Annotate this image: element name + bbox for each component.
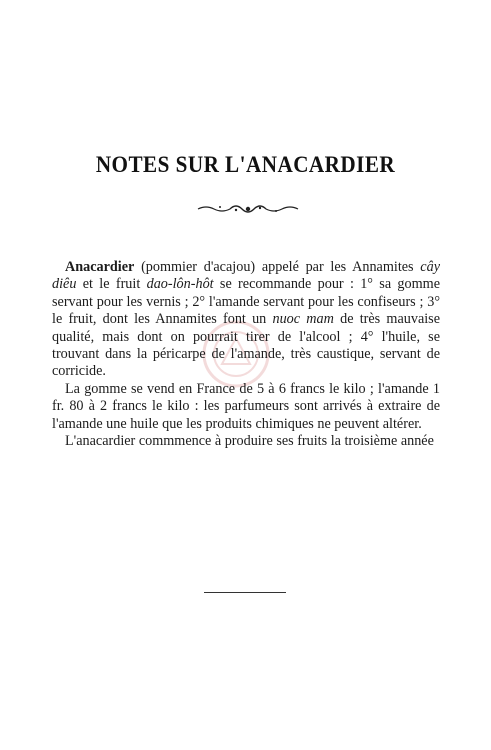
paragraph-prices: La gomme se vend en France de 5 à 6 francs le kilo ; l'amande 1 fr. 80 à 2 francs le kilo : les parfumeurs sont arrivés à extraire de l'amande une huile que les produits chimiques ne peuvent altérer. [52,380,440,432]
closing-rule [204,592,286,593]
local-name: cây diêu [52,259,440,293]
body-text [52,259,440,450]
page-title: NOTES SUR L'ANACARDIER [95,152,396,177]
fruit-name: dao-lôn-hôt [146,276,214,293]
text-segment: de très mauvaise qualité, mais dont on pourrait tirer de l'alcool ; 4° l'huile, se trouvant dans la péricarpe de l'amande, très caustique, servant de corricide. [52,311,440,380]
term-anacardier: Anacardier [65,259,135,275]
text-segment: et le fruit [76,276,147,293]
text-segment: (pommier d'acajou) appelé par les Annamites [134,259,421,275]
sauce-name: nuoc mam [272,311,334,328]
paragraph-harvest: L'anacardier commmence à produire ses fruits la troisième année [65,433,434,450]
text-segment: se recommande pour : 1° sa gomme servant pour les vernis ; 2° l'amande servant pour les confiseurs ; 3° le fruit, dont les Annamites font un [52,276,440,328]
paragraph-anacardier [52,259,440,381]
ornamental-divider-icon [196,202,300,216]
